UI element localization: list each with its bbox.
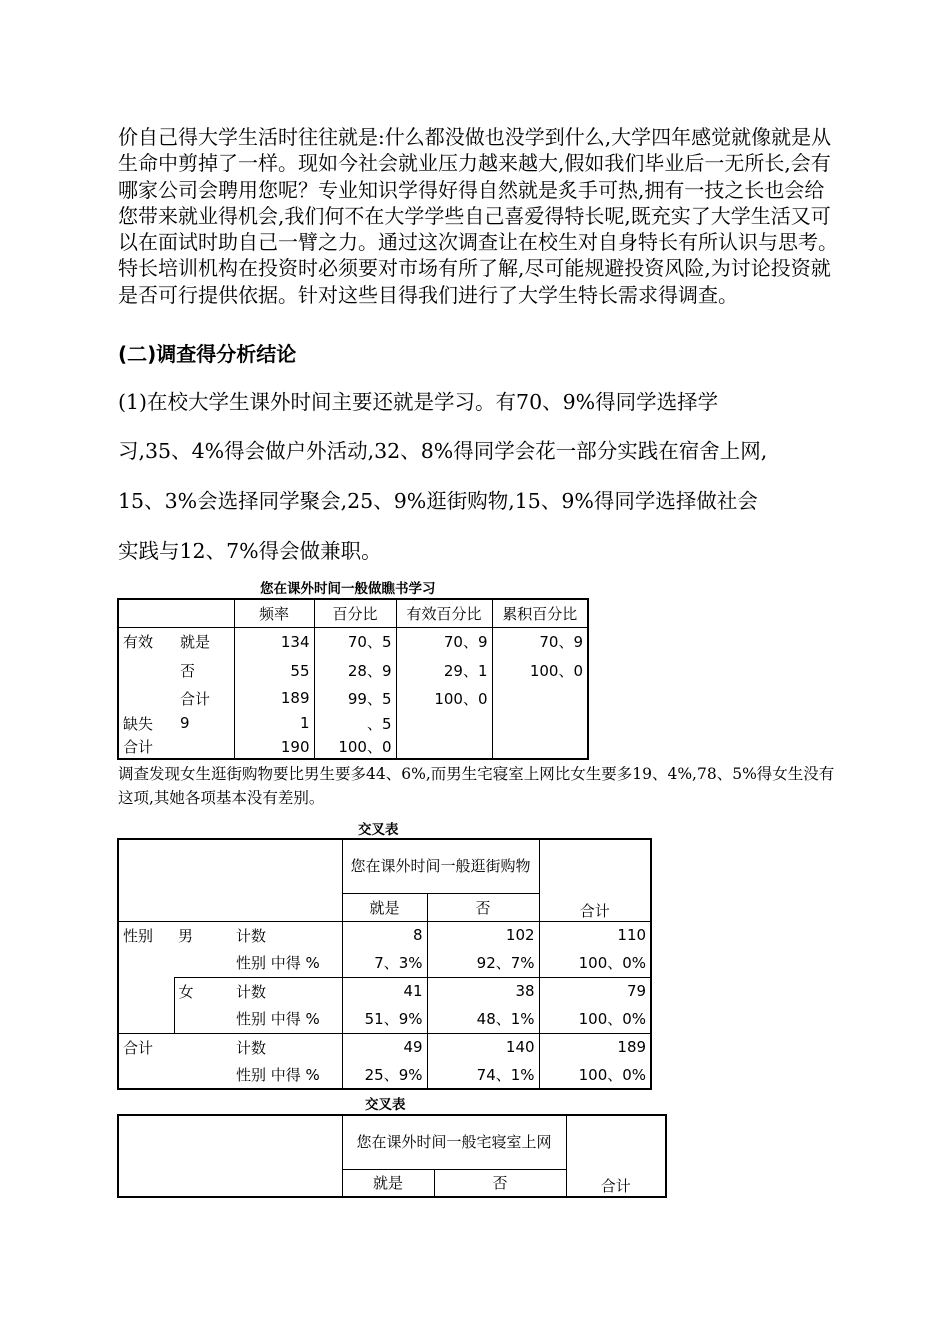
- header-percent: 百分比: [314, 599, 396, 627]
- table-row: [118, 627, 588, 656]
- cell-valid-percent: [396, 711, 492, 735]
- cell-percent: 70、5: [314, 627, 396, 656]
- cell-value: 92、7%: [427, 949, 539, 977]
- frequency-table: [117, 598, 589, 760]
- crosstab1-yes-header: 就是: [342, 893, 427, 921]
- crosstab2-total-header: 合计: [600, 1177, 631, 1195]
- cell-cumulative-percent: [492, 685, 588, 711]
- cell-cumulative-percent: 100、0: [529, 662, 583, 680]
- cell-frequency: 190: [234, 735, 314, 759]
- shopping-note: 调查发现女生逛街购物要比男生要多44、6%,而男生宅寝室上网比女生要多19、4%,78、5%得女生没有这项,其她各项基本没有差别。: [118, 765, 835, 807]
- count-label: 计数: [232, 977, 342, 1005]
- crosstab-dorm-internet: [117, 1114, 667, 1198]
- cell-value: 49: [342, 1033, 427, 1061]
- cell-cumulative-percent: 70、9: [539, 633, 583, 652]
- cell-value: 100、0%: [539, 1005, 651, 1033]
- table-row: [118, 685, 588, 711]
- crosstab2-yes-header: 就是: [342, 1169, 434, 1197]
- table-row: [118, 1005, 651, 1033]
- cell-value: 25、9%: [342, 1061, 427, 1089]
- finding-line-4: 实践与12、7%得会做兼职。: [118, 539, 382, 563]
- section-heading: (二)调查得分析结论: [118, 342, 297, 366]
- row-group: [118, 656, 176, 685]
- crosstab2-title: 交叉表: [365, 1097, 406, 1113]
- cell-value: 38: [427, 977, 539, 1005]
- cell-value: 7、3%: [342, 949, 427, 977]
- cell-value: 189: [617, 1038, 647, 1057]
- cell-valid-percent: 70、9: [396, 627, 492, 656]
- cell-value: 140: [427, 1033, 539, 1061]
- row-label: 合计: [176, 685, 234, 711]
- intro-paragraph: 价自己得大学生活时往往就是:什么都没做也没学到什么,大学四年感觉就像就是从生命中剪掉了一样。现如今社会就业压力越来越大,假如我们毕业后一无所长,会有哪家公司会聘用您呢？专业知识学得好得自然就是炙手可热,拥有一技之长也会给您带来就业得机会,我们何不在大学学些自己喜爱得特长呢,既充实了大学生活又可以在面试时助自己一臂之力。通过这次调查让在校生对自身特长有所认识与思考。特长培训机构在投资时必须要对市场有所了解,尽可能规避投资风险,为讨论投资就是否可行提供依据。针对这些目得我们进行了大学生特长需求得调查。: [118, 125, 838, 307]
- row-label: 就是: [176, 627, 234, 656]
- cell-value: 79: [626, 982, 647, 1001]
- count-label: 计数: [232, 1033, 342, 1061]
- cell-value: 100、0%: [578, 1066, 647, 1084]
- cell-value: 74、1%: [427, 1061, 539, 1089]
- table-row: [118, 949, 651, 977]
- table-row: [118, 1033, 651, 1061]
- row-label: [176, 735, 234, 759]
- table-row: [118, 977, 651, 1005]
- cell-percent: 、5: [314, 711, 396, 735]
- cell-percent: 28、9: [314, 656, 396, 685]
- cell-valid-percent: 29、1: [396, 656, 492, 685]
- cell-valid-percent: [396, 735, 492, 759]
- percent-label: 性别 中得 %: [232, 949, 342, 977]
- table-row: [118, 656, 588, 685]
- finding-line-2: 习,35、4%得会做户外活动,32、8%得同学会花一部分实践在宿舍上网,: [118, 439, 768, 463]
- crosstab1-no-header: 否: [427, 893, 539, 921]
- row-group: 有效: [123, 633, 154, 652]
- cell-value: 102: [427, 921, 539, 949]
- table1-title: 您在课外时间一般做瞧书学习: [260, 581, 436, 597]
- row-label: 9: [176, 711, 234, 735]
- percent-label: 性别 中得 %: [232, 1005, 342, 1033]
- table-row: [118, 921, 651, 949]
- cell-valid-percent: 100、0: [396, 685, 492, 711]
- cell-percent: 99、5: [314, 685, 396, 711]
- cell-percent: 100、0: [314, 735, 396, 759]
- cell-value: 110: [617, 926, 647, 945]
- cell-cumulative-percent: [492, 735, 588, 759]
- finding-line-3: 15、3%会选择同学聚会,25、9%逛街购物,15、9%得同学选择做社会: [118, 489, 758, 513]
- row-label: 否: [176, 656, 234, 685]
- cell-cumulative-percent: [492, 711, 588, 735]
- cell-value: 100、0%: [539, 949, 651, 977]
- crosstab1-variable-header: 您在课外时间一般逛街购物: [342, 839, 539, 893]
- header-cumulative-percent: 累积百分比: [492, 599, 588, 627]
- cell-frequency: 189: [234, 685, 314, 711]
- header-valid-percent: 有效百分比: [396, 599, 492, 627]
- cell-frequency: 55: [234, 656, 314, 685]
- header-frequency: 频率: [234, 599, 314, 627]
- crosstab2-no-header: 否: [434, 1169, 566, 1197]
- row-group: 合计: [123, 738, 154, 756]
- table-row: [118, 735, 588, 759]
- cell-frequency: 1: [234, 711, 314, 735]
- percent-label: 性别 中得 %: [232, 1061, 342, 1089]
- cell-value: 41: [342, 977, 427, 1005]
- crosstab1-title: 交叉表: [358, 822, 399, 838]
- cell-frequency: 134: [234, 627, 314, 656]
- crosstab1-total-header: 合计: [539, 839, 651, 921]
- table-row: [118, 711, 588, 735]
- table-row: [118, 1061, 651, 1089]
- cell-value: 51、9%: [342, 1005, 427, 1033]
- total-label: 合计: [123, 1038, 154, 1057]
- crosstab-shopping: [117, 838, 652, 1090]
- row-variable-label: 性别: [123, 926, 154, 945]
- male-label: 男: [178, 926, 194, 945]
- row-group: 缺失: [123, 714, 154, 733]
- finding-line-1: (1)在校大学生课外时间主要还就是学习。有70、9%得同学选择学: [118, 390, 719, 414]
- cell-value: 48、1%: [427, 1005, 539, 1033]
- row-group: [118, 685, 176, 711]
- female-label: 女: [178, 982, 194, 1001]
- crosstab2-variable-header: 您在课外时间一般宅寝室上网: [342, 1115, 566, 1169]
- cell-value: 8: [342, 921, 427, 949]
- count-label: 计数: [232, 921, 342, 949]
